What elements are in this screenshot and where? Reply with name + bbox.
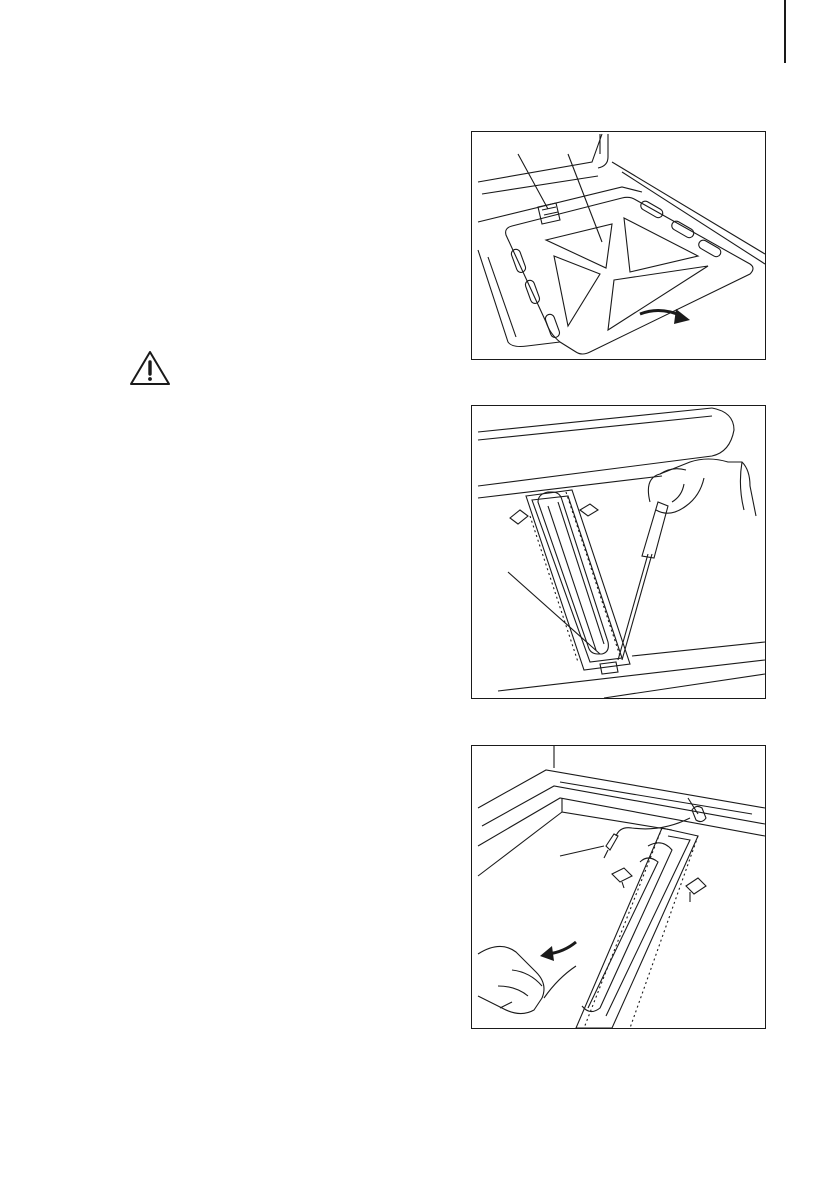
element-removal-illustration [472,746,765,1028]
figure-floor-cover-removal [471,131,766,360]
cover-removal-illustration [472,132,765,359]
warning-triangle-icon [128,349,172,387]
screwdriver-illustration [472,406,765,698]
page-edge-rule [784,0,786,63]
figure-screwdriver-bracket [471,405,766,699]
figure-element-removal [471,745,766,1029]
